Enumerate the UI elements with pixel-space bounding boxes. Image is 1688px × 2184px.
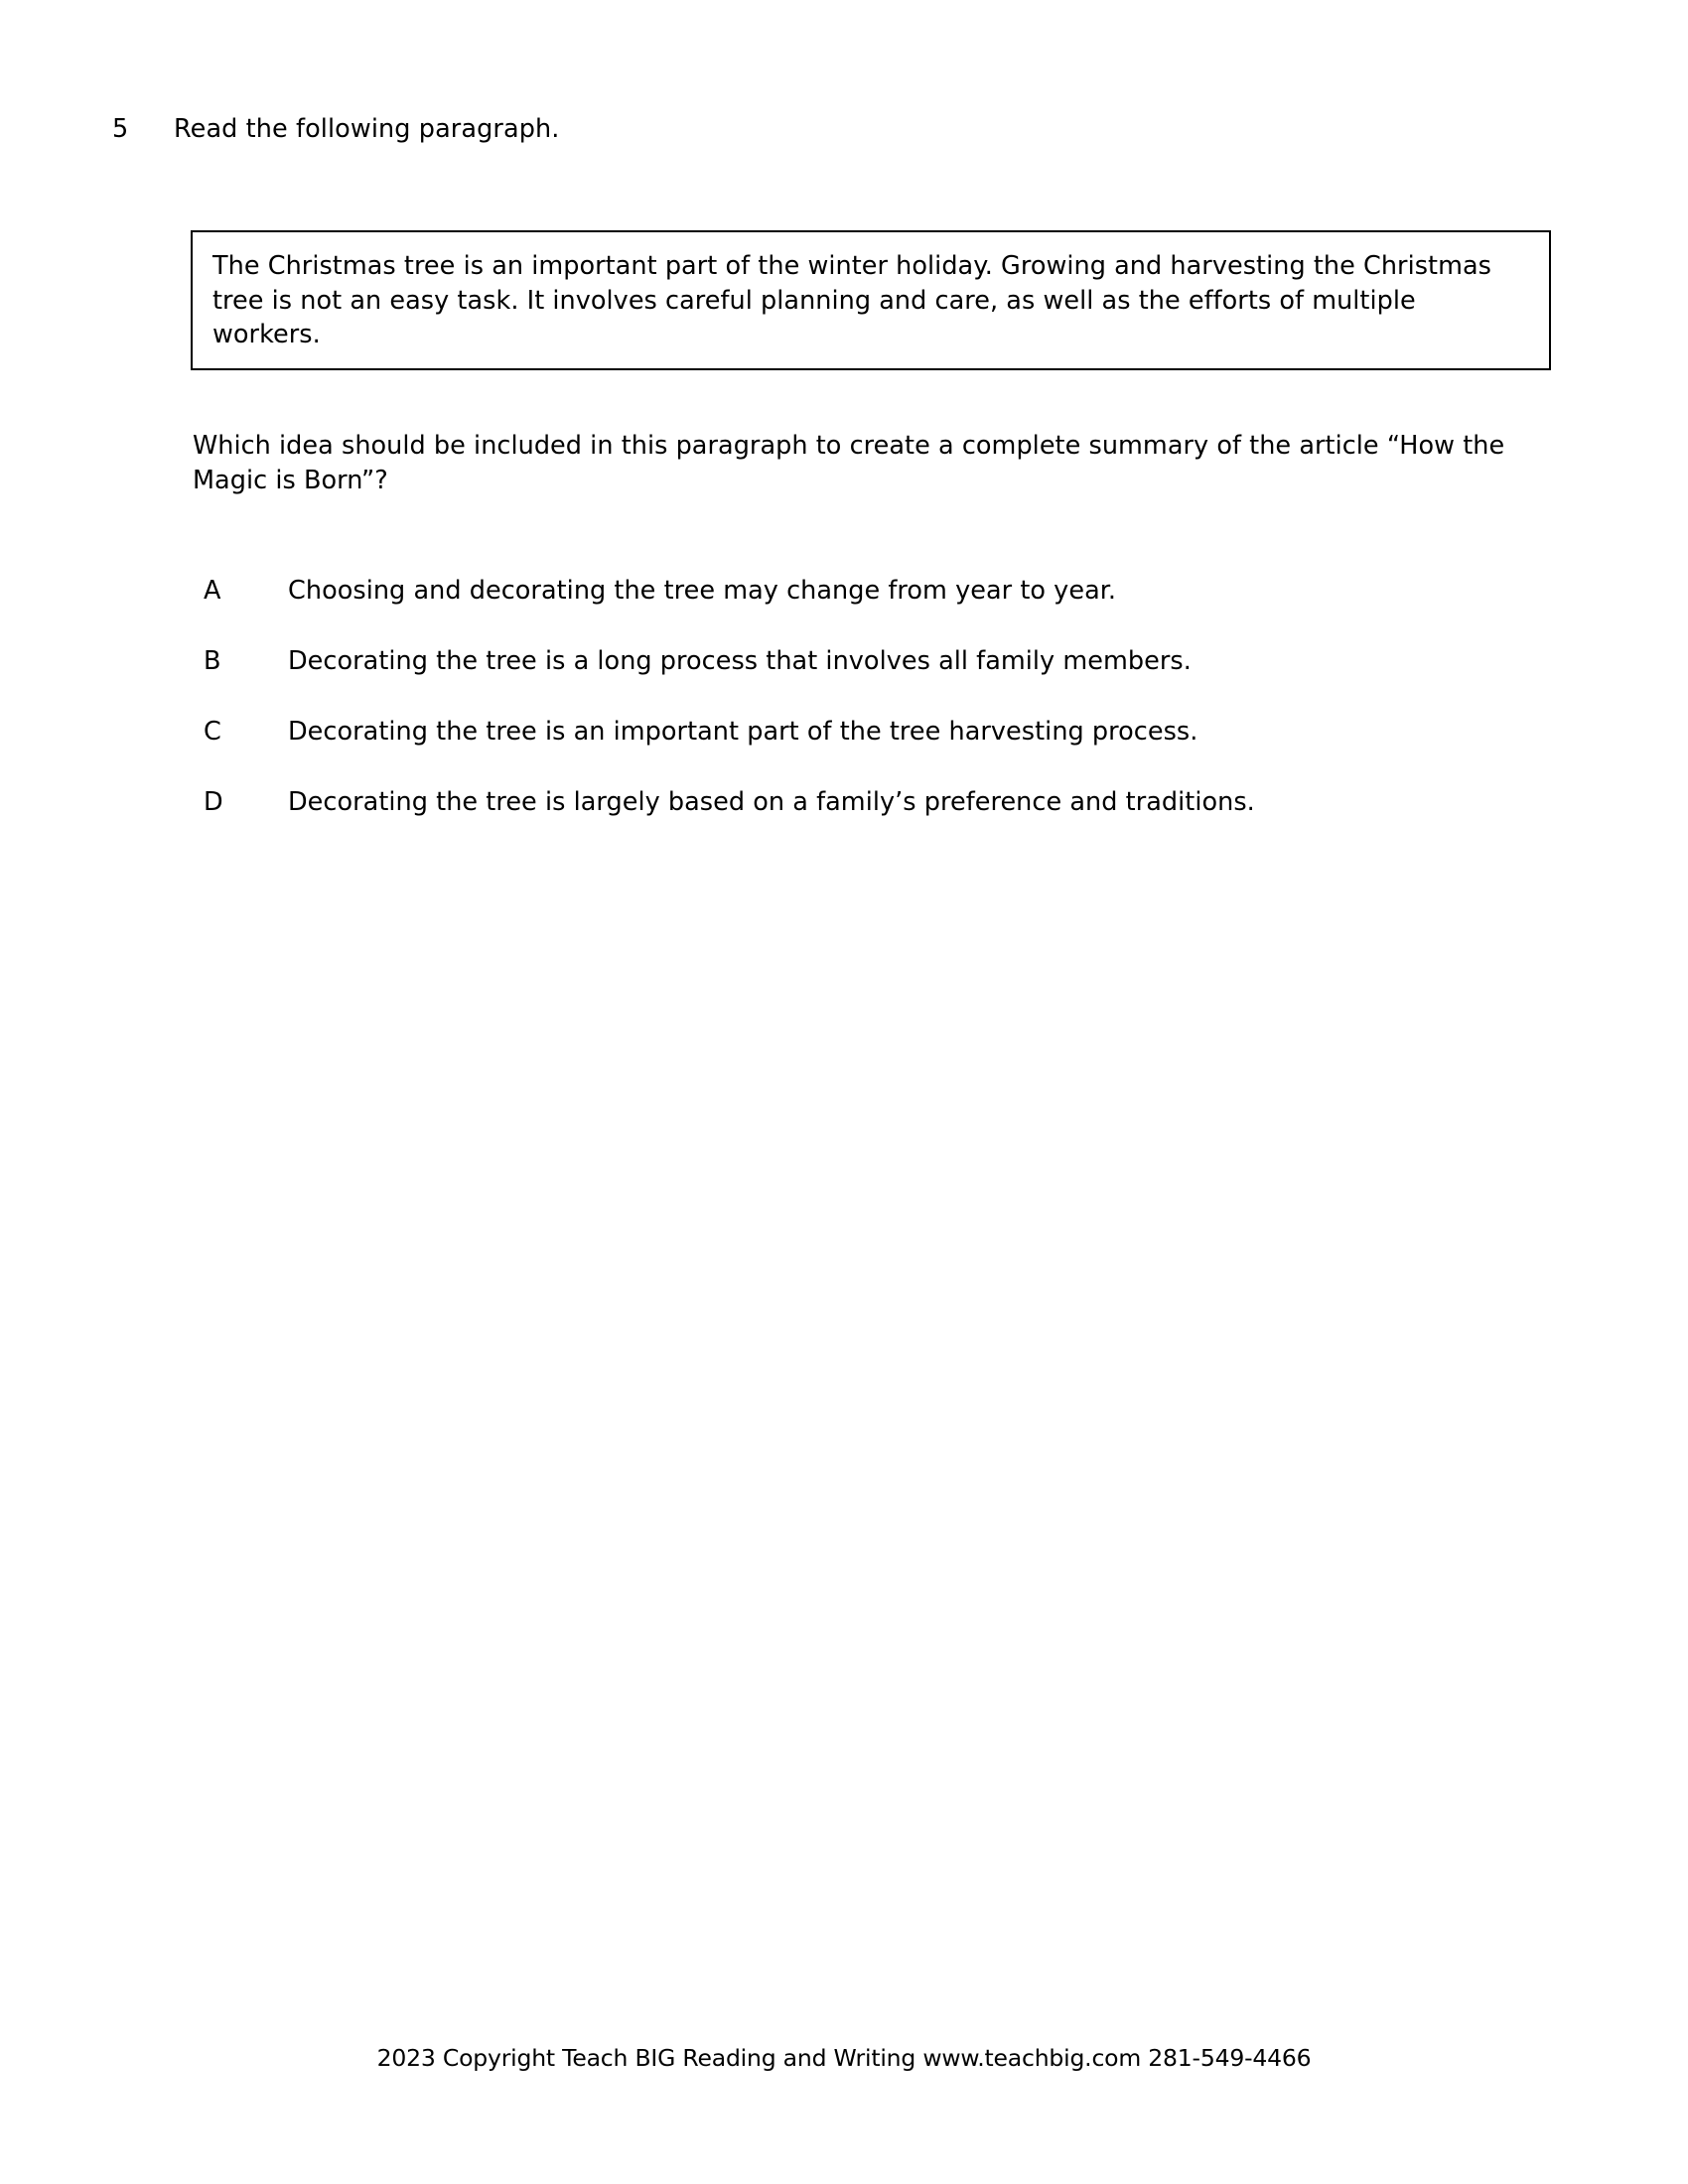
- choice-text: Decorating the tree is an important part of the tree harvesting process.: [288, 717, 1198, 747]
- question-number: 5: [112, 114, 129, 144]
- passage-box: [191, 230, 1551, 370]
- choice-row-c[interactable]: [204, 715, 1564, 749]
- choice-row-d[interactable]: [204, 785, 1564, 819]
- choice-row-a[interactable]: [204, 574, 1564, 608]
- page-footer: 2023 Copyright Teach BIG Reading and Writing www.teachbig.com 281-549-4466: [376, 2044, 1312, 2072]
- question-stem: [112, 112, 559, 146]
- answer-choices: [204, 574, 1564, 856]
- passage-text: The Christmas tree is an important part of the winter holiday. Growing and harvesting the Christmas tree is not an easy task. It involves careful planning and care, as well as the efforts of multiple workers.: [212, 251, 1492, 349]
- choice-letter: B: [204, 646, 221, 676]
- choice-letter: D: [204, 787, 223, 817]
- question-stem-text: Read the following paragraph.: [174, 114, 560, 144]
- question-prompt: Which idea should be included in this paragraph to create a complete summary of the article “How the Magic is Born”?: [193, 431, 1505, 495]
- choice-text: Choosing and decorating the tree may change from year to year.: [288, 576, 1117, 606]
- choice-text: Decorating the tree is largely based on a family’s preference and traditions.: [288, 787, 1255, 817]
- choice-text: Decorating the tree is a long process that involves all family members.: [288, 646, 1192, 676]
- choice-row-b[interactable]: [204, 644, 1564, 678]
- choice-letter: A: [204, 576, 221, 606]
- choice-letter: C: [204, 717, 221, 747]
